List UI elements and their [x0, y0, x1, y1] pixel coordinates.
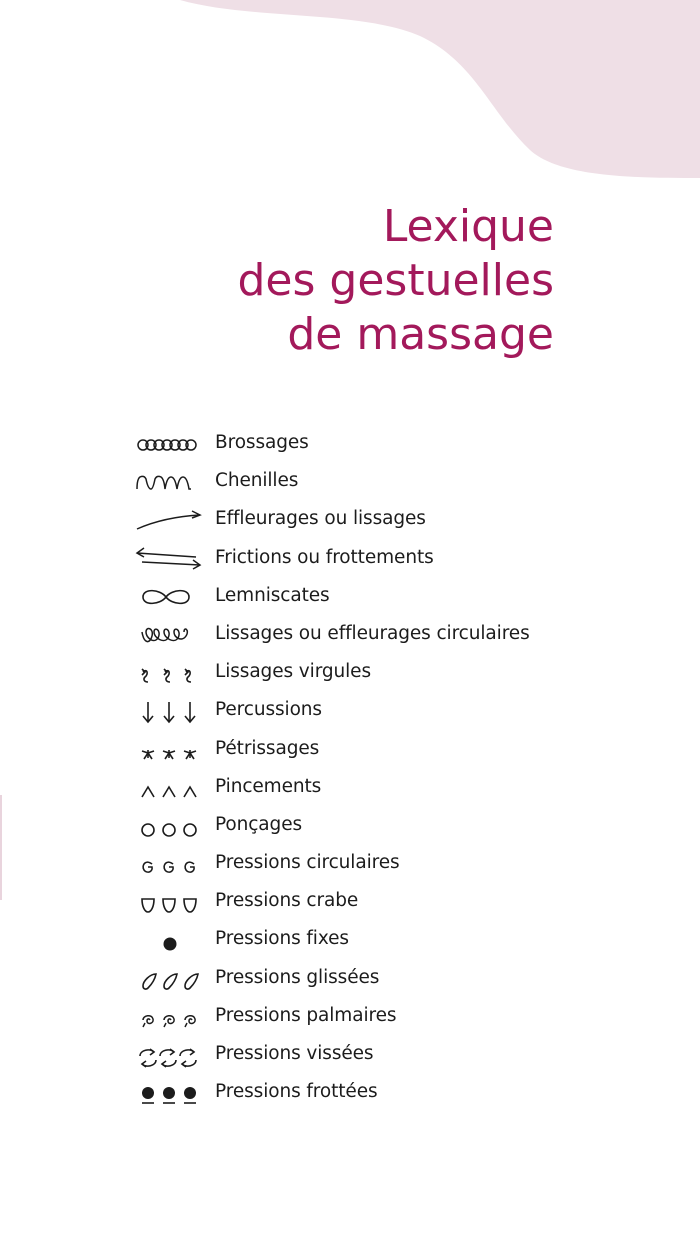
- chain-loops-icon: [134, 427, 204, 459]
- legend-label: Ponçages: [215, 813, 303, 835]
- comma-strokes-icon: [134, 656, 204, 688]
- small-spirals-icon: [134, 1000, 204, 1032]
- title-line-1: Lexique: [382, 201, 554, 252]
- curl-arrows-icon: [134, 847, 204, 879]
- filled-dot-icon: [134, 923, 204, 955]
- legend-row-pressions-circulaires: [134, 844, 604, 882]
- gesture-legend: [134, 424, 604, 1111]
- curved-arrow-icon: [134, 503, 204, 535]
- legend-label: Pincements: [215, 775, 322, 797]
- spiral-loops-icon: [134, 618, 204, 650]
- legend-row-pressions-crabe: [134, 882, 604, 920]
- legend-row-pressions-palmaires: [134, 997, 604, 1035]
- legend-label: Pressions circulaires: [215, 852, 400, 874]
- title-line-2: des gestuelles: [237, 255, 554, 306]
- left-edge-accent: [0, 795, 2, 900]
- carets-icon: [134, 771, 204, 803]
- teardrops-icon: [134, 962, 204, 994]
- legend-row-brossages: [134, 424, 604, 462]
- legend-label: Brossages: [215, 432, 309, 453]
- legend-row-frictions: [134, 539, 604, 577]
- wave-bumps-icon: [134, 465, 204, 497]
- legend-label: Pressions fixes: [215, 928, 349, 950]
- double-arrow-icon: [134, 542, 204, 574]
- legend-label: Pressions frottées: [215, 1081, 378, 1103]
- legend-label: Pétrissages: [215, 737, 320, 759]
- page-title: [238, 200, 555, 362]
- legend-label: Pressions palmaires: [215, 1004, 397, 1026]
- rotation-arrows-icon: [134, 1038, 204, 1070]
- legend-row-pressions-vissees: [134, 1035, 604, 1073]
- circles-icon: [134, 809, 204, 841]
- infinity-icon: [134, 580, 204, 612]
- shield-shapes-icon: [134, 885, 204, 917]
- title-line-3: de massage: [287, 309, 554, 360]
- legend-row-poncages: [134, 806, 604, 844]
- legend-label: Lemniscates: [215, 584, 330, 606]
- legend-label: Frictions ou frottements: [215, 546, 434, 568]
- legend-row-pressions-frottees: [134, 1073, 604, 1111]
- legend-label: Pressions vissées: [215, 1043, 374, 1064]
- legend-row-pincements: [134, 768, 604, 806]
- legend-label: Chenilles: [215, 470, 299, 492]
- legend-label: Lissages virgules: [215, 661, 372, 683]
- legend-label: Lissages ou effleurages circulaires: [215, 622, 530, 644]
- underlined-dots-icon: [134, 1076, 204, 1108]
- legend-row-pressions-fixes: [134, 920, 604, 958]
- down-arrows-icon: [134, 694, 204, 726]
- legend-row-pressions-glissees: [134, 959, 604, 997]
- legend-row-lemniscates: [134, 577, 604, 615]
- legend-row-percussions: [134, 691, 604, 729]
- legend-row-petrissages: [134, 730, 604, 768]
- legend-label: Effleurages ou lissages: [215, 508, 426, 530]
- legend-row-effleurages: [134, 500, 604, 538]
- legend-row-chenilles: [134, 462, 604, 500]
- legend-label: Pressions glissées: [215, 966, 380, 988]
- legend-row-lissages-circulaires: [134, 615, 604, 653]
- legend-row-lissages-virgules: [134, 653, 604, 691]
- legend-label: Pressions crabe: [215, 890, 359, 912]
- legend-label: Percussions: [215, 699, 322, 721]
- asterisks-icon: [134, 733, 204, 765]
